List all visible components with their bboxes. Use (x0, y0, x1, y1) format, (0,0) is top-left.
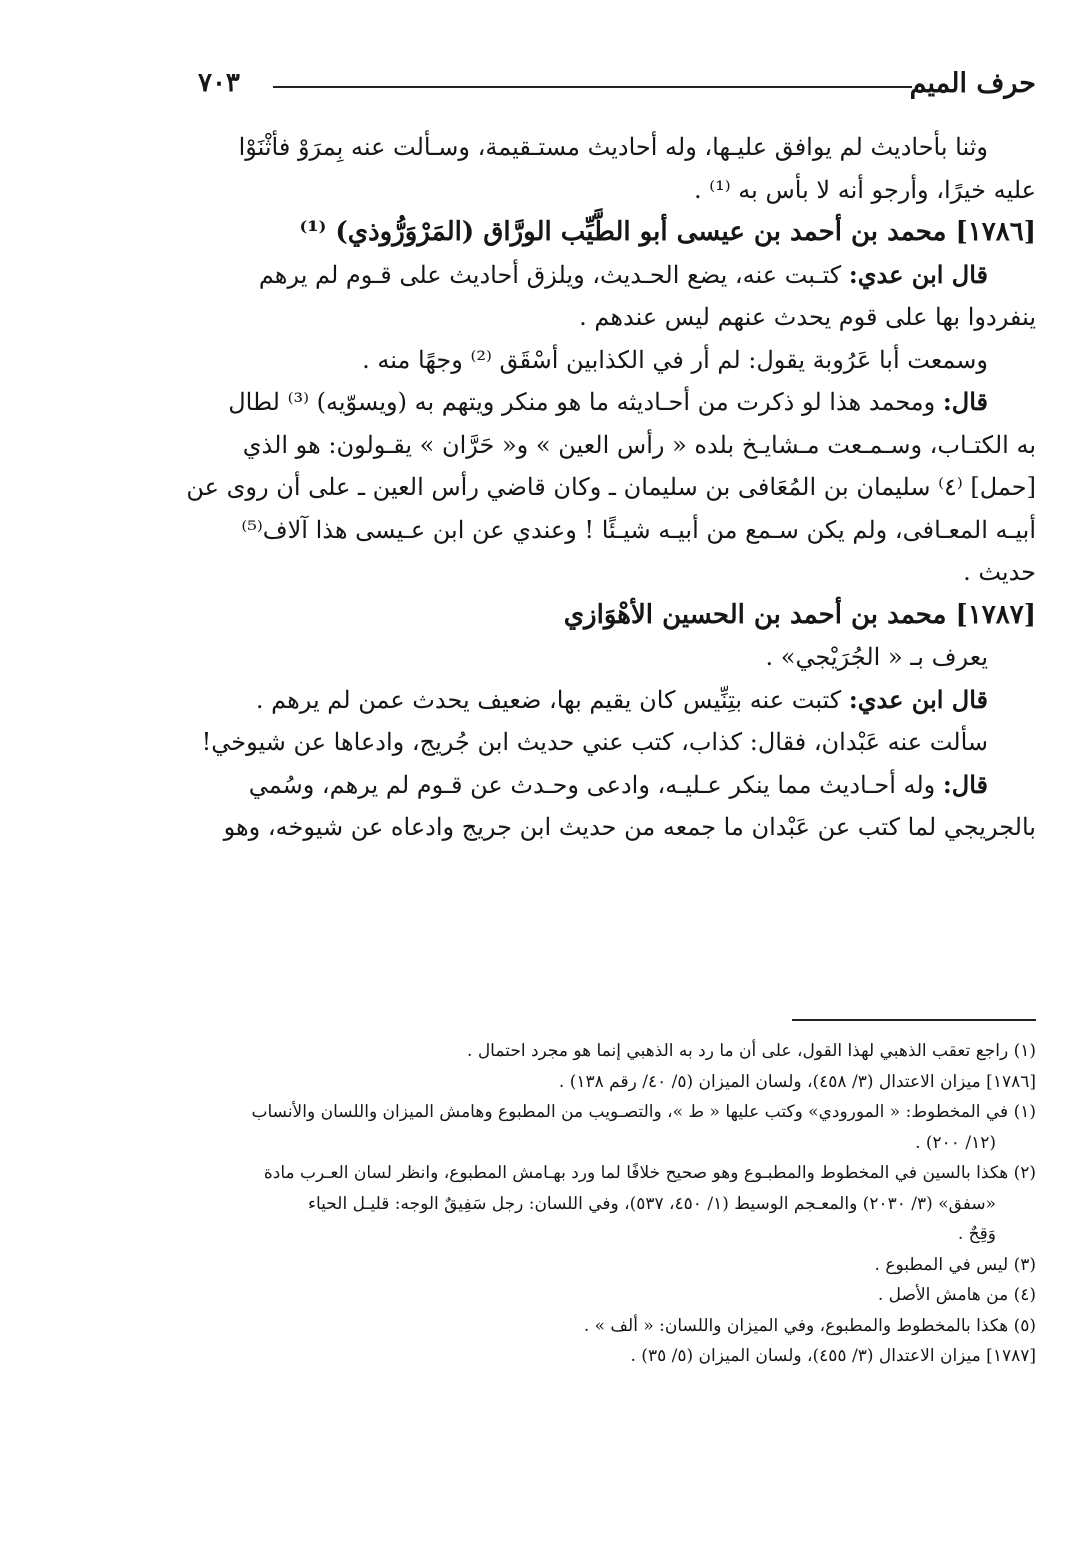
footnote-continuation: (١٢/ ٢٠٠) . (915, 1132, 996, 1153)
paragraph-line: وسمعت أبا عَرُوبة يقول: لم أر في الكذابين أسْقَق ⁽²⁾ وجهًا منه . (362, 345, 988, 374)
footnote: (١) راجع تعقب الذهبي لهذا القول، على أن ما رد به الذهبي إنما هو مجرد احتمال . (467, 1041, 1036, 1061)
header-rule (273, 86, 912, 88)
paragraph-line: أبيـه المعـافى، ولم يكن سـمع من أبيـه شيـئًا ! وعندي عن ابن عـيسى هذا آلاف⁽⁵⁾ (241, 515, 1036, 544)
footnote: [١٧٨٦] ميزان الاعتدال (٣/ ٤٥٨)، ولسان الميزان (٥/ ٤٠/ رقم ١٣٨) . (558, 1071, 1036, 1092)
footnote: (٥) هكذا بالمخطوط والمطبوع، وفي الميزان واللسان: « ألف » . (583, 1315, 1036, 1336)
speaker-label: قال ابن عدي: (848, 684, 988, 714)
paragraph-text: كتـبت عنه، يضع الحـديث، ويلزق أحاديث على قـوم لم يرهم (258, 260, 842, 289)
paragraph-text: كتبت عنه بتِنِّيس كان يقيم بها، ضعيف يحدث عمن لم يرهم . (255, 685, 842, 714)
footnote-separator (792, 1019, 1036, 1021)
footnote: (٢) هكذا بالسين في المخطوط والمطبـوع وهو صحيح خلافًا لما ورد بهـامش المطبوع، وانظر لسان العـرب مادة (263, 1163, 1036, 1183)
paragraph-line: [حمل] ⁽٤⁾ سليمان بن المُعَافى بن سليمان ـ وكان قاضي رأس العين ـ على أن روى عن (186, 473, 1036, 501)
paragraph-line: عليه خيرًا، وأرجو أنه لا بأس به ⁽¹⁾ . (693, 175, 1036, 204)
paragraph-line: به الكتـاب، وسـمـعت مـشايـخ بلده « رأس العين » و« حَرَّان » يقـولون: هو الذي (242, 430, 1036, 459)
entry-heading-1787: [١٧٨٧] محمد بن أحمد بن الحسين الأهْوَازي (563, 599, 1036, 630)
paragraph-line (150, 764, 1036, 807)
main-text (150, 126, 1036, 849)
paragraph-line: سألت عنه عَبْدان، فقال: كذاب، كتب عني حديث ابن جُريج، وادعاها عن شيوخي! (201, 728, 988, 756)
page-header (198, 62, 1036, 112)
speaker-label: قال: (942, 387, 988, 416)
page-number: ٧٠٣ (198, 68, 240, 98)
footnote-continuation: وَقِحٌ . (957, 1224, 996, 1244)
paragraph-line (150, 254, 1036, 297)
paragraph-line: بالجريجي لما كتب عن عَبْدان ما جمعه من حديث ابن جريج وادعاه عن شيوخه، وهو (223, 813, 1036, 841)
chapter-title: حرف الميم (909, 68, 1036, 99)
speaker-label: قال ابن عدي: (848, 259, 988, 289)
paragraph-line: ينفردوا بها على قوم يحدث عنهم ليس عندهم . (579, 303, 1036, 331)
entry-heading-1786: [١٧٨٦] محمد بن أحمد بن عيسى أبو الطَّيِّب الورَّاق (المَرْوَرُّوذي) ⁽¹⁾ (299, 217, 1036, 247)
speaker-label: قال: (942, 769, 988, 799)
footnote: (١) في المخطوط: « المورودي» وكتب عليها « ط »، والتصـويب من المطبوع وهامش الميزان واللسان والأنساب (251, 1102, 1036, 1122)
footnote: (٣) ليس في المطبوع . (874, 1254, 1036, 1275)
paragraph-line: وثنا بأحاديث لم يوافق عليـها، وله أحاديث مستـقيمة، وسـألت عنه بِمرَوْ فأثْنَوْا (238, 133, 988, 161)
paragraph-text: ومحمد هذا لو ذكرت من أحـاديثه ما هو منكر ويتهم به (ويسوّيه) ⁽³⁾ لطال (228, 388, 936, 416)
paragraph-line (150, 679, 1036, 722)
footnote: [١٧٨٧] ميزان الاعتدال (٣/ ٤٥٥)، ولسان الميزان (٥/ ٣٥) . (630, 1346, 1036, 1366)
paragraph-line (150, 381, 1036, 424)
paragraph-text: وله أحـاديث مما ينكر عـليـه، وادعى وحـدث عن قـوم لم يرهم، وسُمي (248, 770, 936, 799)
paragraph-line: يعرف بـ « الجُرَيْجي» . (765, 643, 988, 671)
footnotes (150, 1036, 1036, 1372)
footnote: (٤) من هامش الأصل . (877, 1285, 1036, 1305)
footnote-continuation: «سفق» (٣/ ٢٠٣٠) والمعـجم الوسيط (١/ ٤٥٠، ٥٣٧)، وفي اللسان: رجل سَفِيقٌ الوجه: قليـل الحياء (308, 1193, 996, 1214)
paragraph-line: حديث . (963, 558, 1036, 586)
